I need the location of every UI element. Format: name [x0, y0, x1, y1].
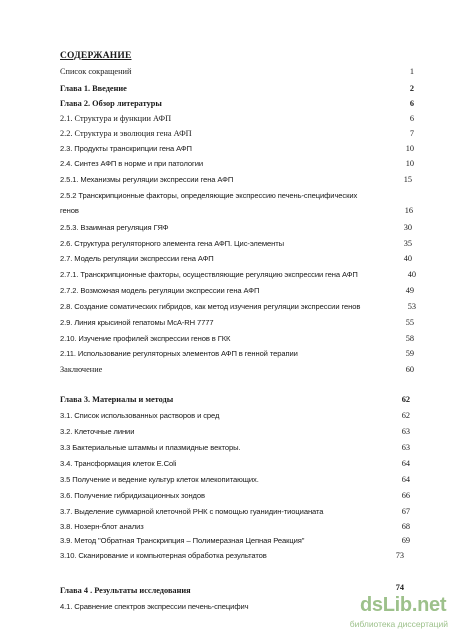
toc-page-number: 30 — [403, 223, 412, 232]
toc-page-number: 15 — [403, 175, 412, 184]
watermark — [344, 592, 450, 636]
toc-entry: 3.6. Получение гибридизационных зондов 66 — [60, 491, 410, 500]
toc-heading: СОДЕРЖАНИЕ — [60, 51, 132, 61]
toc-page-number: 59 — [405, 349, 414, 358]
toc-entry: 2.8. Создание соматических гибридов, как метод изучения регуляции экспрессии генов 53 — [60, 302, 416, 311]
toc-entry: генов 16 — [60, 206, 413, 215]
toc-entry: 3.8. Нозерн-блот анализ 68 — [60, 522, 410, 531]
toc-page-number: 74 — [395, 583, 404, 592]
toc-page-number: 40 — [403, 254, 412, 263]
toc-entry: Глава 2. Обзор литературы 6 — [60, 99, 414, 108]
toc-entry: 2.6. Структура регуляторного элемента гена АФП. Цис-элементы 35 — [60, 239, 412, 248]
toc-entry: Глава 1. Введение 2 — [60, 84, 414, 93]
toc-entry: 2.7.2. Возможная модель регуляции экспрессии гена АФП 49 — [60, 286, 414, 295]
toc-page-number: 66 — [401, 491, 410, 500]
toc-entry: Глава 4 . Результаты исследования 74 — [60, 583, 404, 595]
toc-entry: 3.1. Список использованных растворов и сред 62 — [60, 411, 410, 420]
toc-entry: 2.5.2 Транскрипционные факторы, определяющие экспрессию печень-специфических — [60, 191, 358, 200]
toc-page-number: 64 — [401, 475, 410, 484]
toc-entry: 2.11. Использование регуляторных элементов АФП в генной терапии 59 — [60, 349, 414, 358]
toc-entry: 2.5.1. Механизмы регуляции экспрессии гена АФП 15 — [60, 175, 412, 184]
toc-page-number: 67 — [401, 507, 410, 516]
toc-page-number: 73 — [395, 551, 404, 560]
toc-page-number: 10 — [405, 159, 414, 168]
toc-entry: 4.1. Сравнение спектров экспрессии печень-специфич — [60, 602, 249, 611]
toc-entry: Список сокращений 1 — [60, 67, 414, 76]
toc-page-number: 69 — [401, 536, 410, 545]
toc-entry: 2.4. Синтез АФП в норме и при патологии 10 — [60, 159, 414, 168]
toc-entry: 3.5 Получение и ведение культур клеток млекопитающих. 64 — [60, 475, 410, 484]
toc-entry: 2.1. Структура и функции АФП 6 — [60, 114, 414, 123]
watermark-subtitle: библиотека диссертаций — [349, 619, 448, 629]
toc-page-number: 62 — [401, 395, 410, 404]
toc-page-number: 40 — [407, 270, 416, 279]
toc-page-number: 58 — [405, 334, 414, 343]
toc-entry: 2.2. Структура и эволюция гена АФП 7 — [60, 129, 414, 138]
toc-page-number: 68 — [401, 522, 410, 531]
toc-page-number: 7 — [409, 129, 414, 138]
toc-page-number: 6 — [409, 99, 414, 108]
toc-page-number: 60 — [405, 365, 414, 374]
toc-page-number: 63 — [401, 427, 410, 436]
toc-entry: 2.7. Модель регуляции экспрессии гена АФП 40 — [60, 254, 412, 263]
toc-entry: 3.10. Сканирование и компьютерная обработка результатов 73 — [60, 551, 404, 560]
toc-entry: Глава 3. Материалы и методы 62 — [60, 395, 410, 404]
toc-entry: 3.3 Бактериальные штаммы и плазмидные векторы. 63 — [60, 443, 410, 452]
toc-page-number: 49 — [405, 286, 414, 295]
toc-entry: Заключение 60 — [60, 365, 414, 374]
toc-page-number: 53 — [407, 302, 416, 311]
toc-page-number: 35 — [403, 239, 412, 248]
toc-page-number: 1 — [409, 67, 414, 76]
toc-entry: 2.9. Линия крысиной гепатомы McA-RH 7777 55 — [60, 318, 414, 327]
toc-page-number: 64 — [401, 459, 410, 468]
toc-page-number: 2 — [409, 84, 414, 93]
toc-page-number: 10 — [405, 144, 414, 153]
toc-page-number: 63 — [401, 443, 410, 452]
toc-entry: 2.10. Изучение профилей экспрессии генов в ГКК 58 — [60, 334, 414, 343]
toc-entry: 3.4. Трансформация клеток E.Coli 64 — [60, 459, 410, 468]
toc-entry: 2.3. Продукты транскрипции гена АФП 10 — [60, 144, 414, 153]
toc-page-number: 62 — [401, 411, 410, 420]
watermark-logo: dsLib.net — [360, 594, 447, 616]
toc-page-number: 16 — [404, 206, 413, 215]
toc-entry: 3.7. Выделение суммарной клеточной РНК с помощью гуанидин-тиоцианата 67 — [60, 507, 410, 516]
toc-entry: 2.7.1. Транскрипционные факторы, осуществляющие регуляцию экспрессии гена АФП 40 — [60, 270, 416, 279]
toc-page-number: 55 — [405, 318, 414, 327]
toc-page-number: 6 — [409, 114, 414, 123]
toc-entry: 3.9. Метод "Обратная Транскрипция – Полимеразная Цепная Реакция" 69 — [60, 536, 410, 545]
toc-entry: 2.5.3. Взаимная регуляция ГЯФ 30 — [60, 223, 412, 232]
toc-entry: 3.2. Клеточные линии 63 — [60, 427, 410, 436]
